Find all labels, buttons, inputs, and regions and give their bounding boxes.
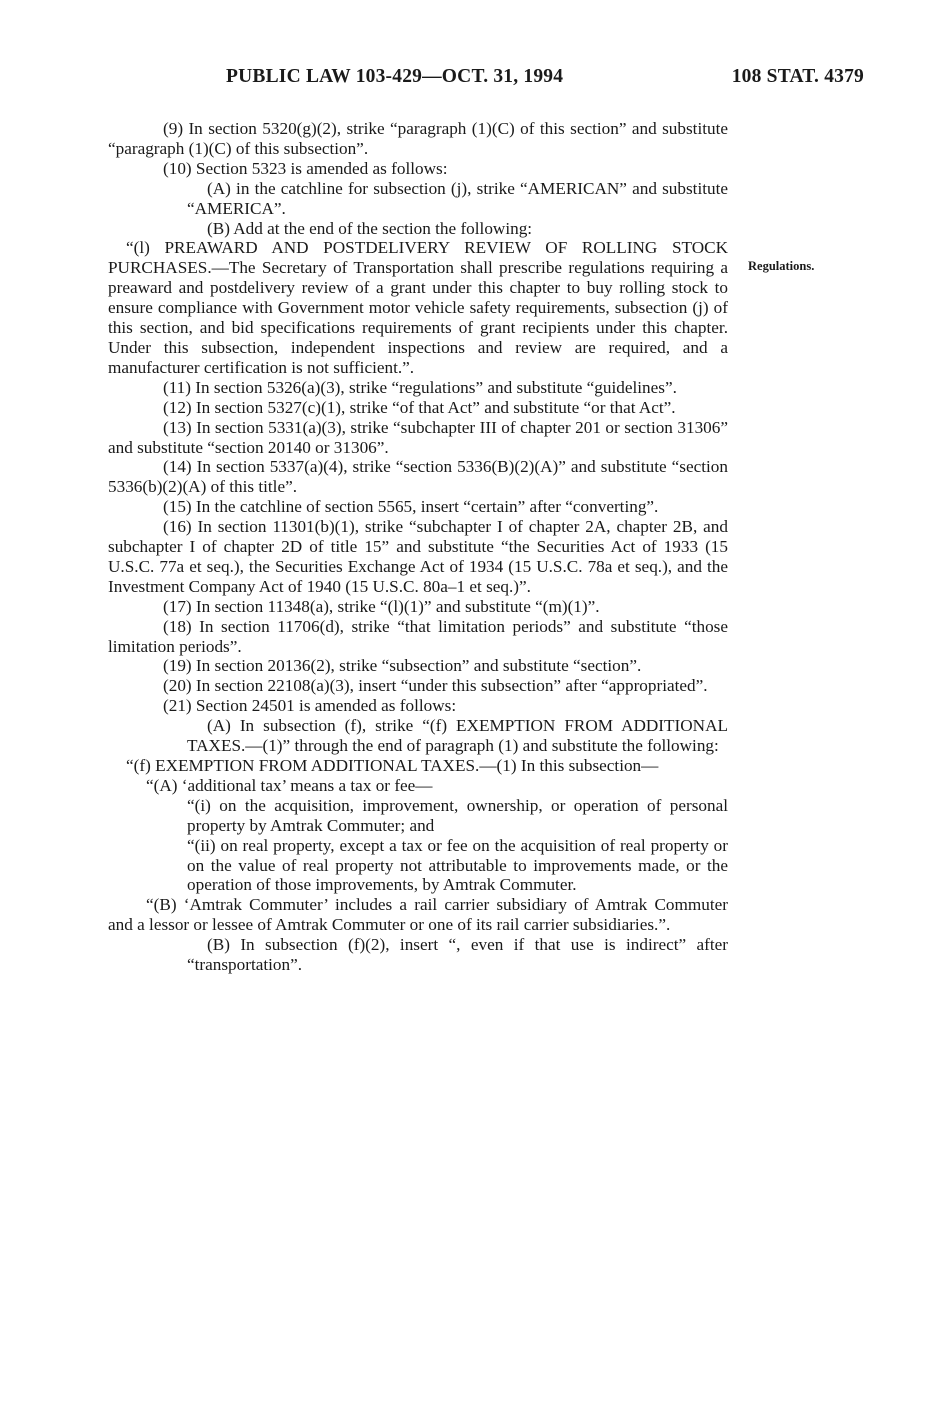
para-13: (13) In section 5331(a)(3), strike “subchapter III of chapter 201 or section 31306” and substitute “section 20140 or 31306”. <box>108 417 728 457</box>
para-19: (19) In section 20136(2), strike “subsection” and substitute “section”. <box>163 656 642 676</box>
para-16: (16) In section 11301(b)(1), strike “subchapter I of chapter 2A, chapter 2B, and subchapter I of chapter 2D of title 15” and substitute “the Securities Act of 1933 (15 U.S.C. 77a et seq.), the Securities Exchange Act of 1934 (15 U.S.C. 78a et seq.), and the Investment Company Act of 1940 (15 U.S.C. 80a–1 et seq.)”. <box>108 517 728 596</box>
para-12: (12) In section 5327(c)(1), strike “of that Act” and substitute “or that Act”. <box>163 397 676 417</box>
running-header <box>0 66 939 96</box>
quoted-subsection-l: “(l) PREAWARD AND POSTDELIVERY REVIEW OF ROLLING STOCK PURCHASES.—The Secretary of Transportation shall prescribe regulations requiring a preaward and postdelivery review of a grant under this chapter to buy rolling stock to ensure compliance with Government motor vehicle safety requirements, subsection (j) of this section, and bid specifications requirements of grant recipients under this chapter. Under this subsection, independent inspections and review are required, and a manufacturer certification is not sufficient.”. <box>108 238 728 377</box>
para-21-a: (A) In subsection (f), strike “(f) EXEMPTION FROM ADDITIONAL TAXES.—(1)” through the end of paragraph (1) and substitute the following: <box>187 716 728 756</box>
para-21-b: (B) In subsection (f)(2), insert “, even if that use is indirect” after “transportation”. <box>187 935 728 975</box>
para-10: (10) Section 5323 is amended as follows: <box>163 158 448 178</box>
para-9: (9) In section 5320(g)(2), strike “paragraph (1)(C) of this section” and substitute “paragraph (1)(C) of this subsection”. <box>108 119 728 158</box>
quoted-clause-b: “(B) ‘Amtrak Commuter’ includes a rail carrier subsidiary of Amtrak Commuter and a lessor or lessee of Amtrak Commuter or one of its rail carrier subsidiaries.”. <box>108 895 728 935</box>
law-text <box>108 119 728 975</box>
quoted-subsection-f: “(f) EXEMPTION FROM ADDITIONAL TAXES.—(1) In this subsection— <box>126 756 659 775</box>
para-10-a: (A) in the catchline for subsection (j), strike “AMERICAN” and substitute “AMERICA”. <box>187 178 728 218</box>
para-18: (18) In section 11706(d), strike “that limitation periods” and substitute “those limitation periods”. <box>108 616 728 656</box>
para-20: (20) In section 22108(a)(3), insert “under this subsection” after “appropriated”. <box>163 676 708 696</box>
quoted-clause-a: “(A) ‘additional tax’ means a tax or fee— <box>146 775 433 795</box>
para-15: (15) In the catchline of section 5565, insert “certain” after “converting”. <box>163 497 659 517</box>
para-10-b: (B) Add at the end of the section the following: <box>207 218 533 238</box>
stat-page-number: 108 STAT. 4379 <box>731 66 864 87</box>
para-14: (14) In section 5337(a)(4), strike “section 5336(B)(2)(A)” and substitute “section 5336(b)(2)(A) of this title”. <box>108 457 728 497</box>
para-11: (11) In section 5326(a)(3), strike “regulations” and substitute “guidelines”. <box>163 377 677 397</box>
quoted-clause-ii: “(ii) on real property, except a tax or fee on the acquisition of real property or on the value of real property not attributable to improvements made, or the operation of those improvements, by Amtrak Commuter. <box>187 835 728 895</box>
para-17: (17) In section 11348(a), strike “(l)(1)” and substitute “(m)(1)”. <box>163 596 600 616</box>
page-title: PUBLIC LAW 103-429—OCT. 31, 1994 <box>226 66 564 87</box>
para-21: (21) Section 24501 is amended as follows: <box>163 696 457 716</box>
margin-note: Regulations. <box>748 259 815 273</box>
quoted-clause-i: “(i) on the acquisition, improvement, ownership, or operation of personal property by Amtrak Commuter; and <box>187 795 728 835</box>
